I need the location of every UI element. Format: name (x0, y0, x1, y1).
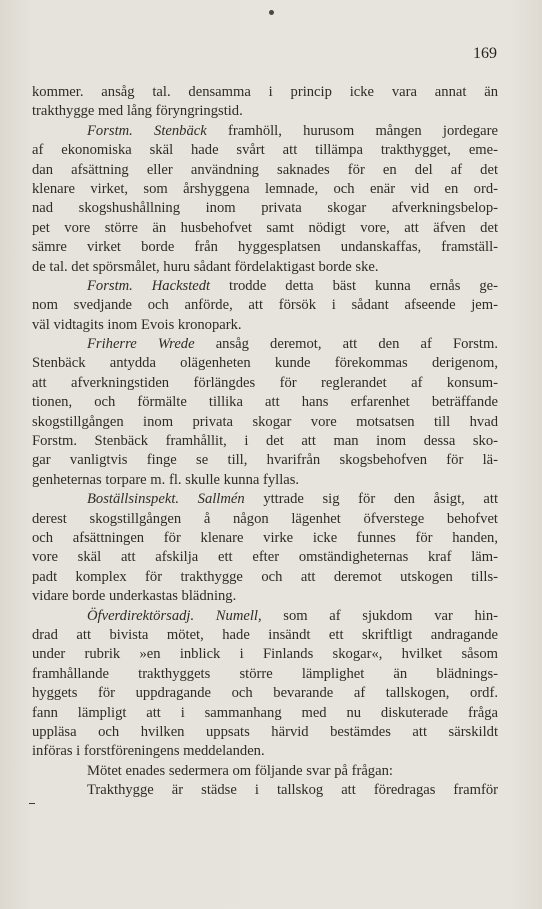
text-line (32, 161, 498, 180)
line-text: Forstm. Stenbäck framhållit, i det att man inom dessa sko- (32, 433, 498, 450)
speaker-name: Boställsinspekt. Sallmén (87, 491, 245, 508)
text-line (32, 393, 498, 412)
text-line (32, 742, 498, 761)
text-line (32, 587, 498, 606)
text-line (32, 277, 498, 296)
line-text: de tal. det spörsmålet, huru sådant fördelaktigast borde ske. (32, 258, 379, 275)
text-line (32, 568, 498, 587)
line-text: införas i forstföreningens meddelanden. (32, 743, 265, 760)
text-line (32, 510, 498, 529)
text-line (32, 122, 498, 141)
line-text: nad skogshushållning inom privata skogar afverkningsbelop- (32, 200, 498, 217)
line-text: trodde detta bäst kunna ernås ge- (210, 277, 498, 294)
margin-mark (29, 803, 35, 804)
text-line (32, 413, 498, 432)
line-text: som af sjukdom var hin- (261, 607, 498, 624)
text-line (32, 723, 498, 742)
text-line (32, 374, 498, 393)
line-text: vidare borde underkastas blädning. (32, 588, 237, 605)
text-line (32, 451, 498, 470)
line-text: trakthygge med lång föryngringstid. (32, 103, 243, 120)
line-text: och afsättningen för klenare virke icke funnes för handen, (32, 529, 498, 546)
line-text: ansåg deremot, att den af Forstm. (194, 336, 498, 353)
speaker-name: Öfverdirektörsadj. Numell, (87, 607, 262, 624)
text-line (32, 490, 498, 509)
text-line (32, 238, 498, 257)
line-text: hyggets för uppdragande och bevarande af tallskogen, ordf. (32, 685, 498, 702)
line-text: dan afsättning eller användning saknades för en del af det (32, 161, 498, 178)
line-text: padt komplex för trakthygge och att deremot utskogen tills- (32, 568, 498, 585)
line-text: sämre virket borde från hyggesplatsen undanskaffas, framställ- (32, 239, 498, 256)
line-text: yttrade sig för den åsigt, att (244, 491, 498, 508)
line-text: vore skäl att afskilja ett efter omständigheternas kraf läm- (32, 549, 498, 566)
line-text: framhöll, hurusom mången jordegare (206, 122, 498, 139)
text-line (32, 684, 498, 703)
line-text: Trakthygge är städse i tallskog att föredragas framför (87, 782, 498, 799)
text-line (32, 199, 498, 218)
text-line (32, 548, 498, 567)
line-text: klenare virket, som årshyggena lemnade, och enär vid en ord- (32, 180, 498, 197)
text-line (32, 258, 498, 277)
line-text: pet vore större än husbehofvet samt nödigt vore, att äfven det (32, 219, 498, 236)
line-text: Stenbäck antydda olägenheten kunde förekommas derigenom, (32, 355, 498, 372)
line-text: framhållande trakthyggets större lämplighet än blädnings- (32, 665, 498, 682)
text-line (32, 471, 498, 490)
print-speck (269, 10, 274, 15)
line-text: kommer. ansåg tal. densamma i princip icke vara annat än (32, 84, 498, 100)
line-text: uppläsa och hvilken uppsats härvid bestämdes att särskildt (32, 723, 498, 740)
line-text: Mötet enades sedermera om följande svar på frågan: (87, 762, 393, 779)
line-text: under rubrik »en inblick i Finlands skogar«, hvilket såsom (32, 646, 498, 663)
line-text: drad att bivista mötet, hade insändt ett skriftligt andragande (32, 626, 498, 643)
text-line (32, 665, 498, 684)
line-text: fann lämpligt att i sammanhang med nu diskuterade fråga (32, 704, 498, 721)
line-text: att afverkningstiden förlängdes för reglerandet af konsum- (32, 374, 498, 391)
line-text: tionen, och förmälte tillika att hans erfarenhet beträffande (32, 394, 498, 411)
line-text: nom svedjande och anförde, att försök i sådant afseende jem- (32, 297, 498, 314)
speaker-name: Forstm. Stenbäck (87, 122, 207, 139)
speaker-name: Forstm. Hackstedt (87, 277, 211, 294)
text-line (32, 354, 498, 373)
page-number: 169 (473, 45, 497, 62)
text-line (32, 219, 498, 238)
speaker-name: Friherre Wrede (87, 336, 195, 353)
line-text: väl vidtagits inom Evois kronopark. (32, 316, 242, 333)
body-text (32, 83, 498, 800)
text-line (32, 781, 498, 800)
text-line (32, 296, 498, 315)
text-line (32, 316, 498, 335)
text-line (32, 83, 498, 102)
text-line (32, 141, 498, 160)
text-line (32, 529, 498, 548)
text-line (32, 645, 498, 664)
text-line (32, 335, 498, 354)
line-text: gar vanligtvis finge se till, hvarifrån skogsbehofven för lä- (32, 452, 498, 469)
text-line (32, 180, 498, 199)
text-line (32, 704, 498, 723)
text-line (32, 762, 498, 781)
line-text: genheternas torpare m. fl. skulle kunna fyllas. (32, 471, 300, 488)
text-line (32, 102, 498, 121)
line-text: skogstillgången inom privata skogar vore motsatsen till hvad (32, 413, 498, 430)
text-line (32, 432, 498, 451)
text-line (32, 607, 498, 626)
line-text: af ekonomiska skäl hade svårt att tillämpa trakthygget, eme- (32, 142, 498, 159)
line-text: derest skogstillgången å någon lägenhet öfverstege behofvet (32, 510, 498, 527)
text-line (32, 626, 498, 645)
